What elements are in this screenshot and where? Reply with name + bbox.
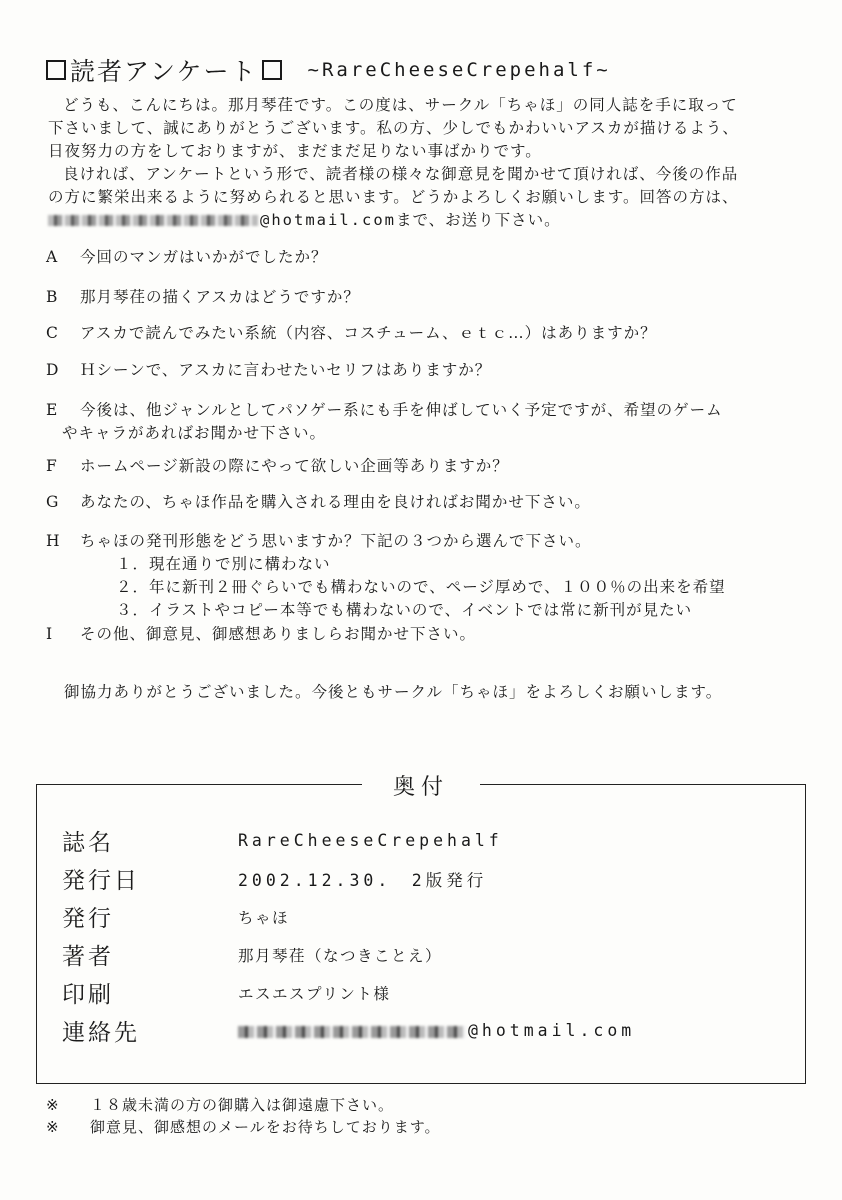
colophon-divider bbox=[36, 784, 362, 785]
survey-header bbox=[42, 52, 611, 88]
question-text-continued: やキャラがあればお聞かせ下さい。 bbox=[62, 424, 327, 442]
question-d bbox=[46, 359, 491, 382]
colophon-value bbox=[238, 1021, 635, 1040]
notes bbox=[46, 1094, 441, 1138]
option-1: １．現在通りで別に構わない bbox=[116, 555, 331, 573]
colophon-label: 誌名 bbox=[62, 830, 114, 856]
question-letter: G bbox=[46, 493, 60, 511]
colophon-value: RareCheeseCrepehalf bbox=[238, 831, 503, 850]
intro-line-suffix: まで、お送り下さい。 bbox=[395, 211, 561, 229]
email-domain: @hotmail.com bbox=[260, 211, 396, 229]
colophon-row-title bbox=[62, 824, 503, 857]
note-text: １８歳未満の方の御購入は御遠慮下さい。 bbox=[90, 1096, 395, 1114]
question-letter: E bbox=[46, 401, 59, 419]
intro-line: 日夜努力の方をしておりますが、まだまだ足りない事ばかりです。 bbox=[48, 142, 542, 160]
intro-line: 良ければ、アンケートという形で、読者様の様々な御意見を聞かせて頂ければ、今後の作品 bbox=[63, 165, 739, 183]
note-line bbox=[46, 1116, 441, 1138]
colophon-value: エスエスプリント様 bbox=[238, 984, 391, 1003]
intro-contact-line bbox=[48, 209, 808, 232]
redacted-email-user bbox=[48, 215, 258, 226]
reference-mark-icon: ※ bbox=[46, 1096, 60, 1114]
question-letter: D bbox=[46, 361, 60, 379]
intro-line: の方に繁栄出来るように努められると思います。どうかよろしくお願いします。回答の方は、 bbox=[48, 188, 739, 206]
colophon-value: ちゃほ bbox=[238, 908, 290, 927]
question-text: ちゃほの発刊形態をどう思いますか？下記の３つから選んで下さい。 bbox=[80, 532, 592, 550]
colophon-label: 著者 bbox=[62, 944, 114, 970]
question-text: あなたの、ちゃほ作品を購入される理由を良ければお聞かせ下さい。 bbox=[80, 493, 591, 511]
colophon-row-printer bbox=[62, 976, 390, 1009]
question-i bbox=[46, 623, 476, 646]
colophon-label: 印刷 bbox=[62, 982, 114, 1008]
colophon-value: 那月琴荏（なつきことえ） bbox=[238, 946, 443, 965]
thanks-message: 御協力ありがとうございました。今後ともサークル「ちゃほ」をよろしくお願いします。 bbox=[64, 683, 723, 701]
colophon-divider bbox=[480, 784, 806, 785]
redacted-email-user bbox=[238, 1026, 466, 1038]
note-text: 御意見、御感想のメールをお待ちしております。 bbox=[90, 1118, 441, 1136]
question-letter: B bbox=[46, 288, 59, 306]
colophon-label: 連絡先 bbox=[62, 1020, 140, 1046]
survey-subtitle: ~RareCheeseCrepehalf~ bbox=[307, 59, 611, 81]
question-letter: I bbox=[46, 625, 54, 643]
question-text: 今回のマンガはいかがでしたか？ bbox=[80, 248, 328, 266]
reference-mark-icon: ※ bbox=[46, 1118, 60, 1136]
colophon-row-contact bbox=[62, 1014, 635, 1047]
square-ornament-left bbox=[46, 60, 66, 80]
question-a bbox=[46, 246, 328, 269]
question-g bbox=[46, 491, 591, 514]
colophon-value: 2002.12.30. 2版発行 bbox=[238, 870, 488, 890]
option-2: ２．年に新刊２冊ぐらいでも構わないので、ページ厚めで、１００％の出来を希望 bbox=[116, 578, 726, 596]
intro-line: どうも、こんにちは。那月琴荏です。この度は、サークル「ちゃほ」の同人誌を手に取って bbox=[63, 96, 738, 114]
question-letter: H bbox=[46, 532, 61, 550]
question-text: ホームページ新設の際にやって欲しい企画等ありますか？ bbox=[80, 457, 509, 475]
question-text: 今後は、他ジャンルとしてパソゲー系にも手を伸ばしていく予定ですが、希望のゲーム bbox=[80, 401, 723, 419]
colophon-title: 奥付 bbox=[392, 775, 449, 800]
question-letter: C bbox=[46, 324, 59, 342]
note-line bbox=[46, 1094, 441, 1116]
question-f bbox=[46, 455, 509, 478]
question-c bbox=[46, 322, 657, 345]
square-ornament-right bbox=[262, 60, 282, 80]
colophon-row-author bbox=[62, 938, 442, 971]
colophon-label: 発行 bbox=[62, 906, 114, 932]
survey-title: 読者アンケート bbox=[70, 57, 258, 86]
intro-paragraph bbox=[48, 94, 808, 232]
colophon-row-date bbox=[62, 862, 487, 895]
email-domain: @hotmail.com bbox=[468, 1021, 636, 1040]
question-text: アスカで読んでみたい系統（内容、コスチューム、ｅｔｃ…）はありますか？ bbox=[80, 324, 657, 342]
question-h bbox=[46, 530, 726, 622]
question-e bbox=[46, 399, 723, 445]
question-text: 那月琴荏の描くアスカはどうですか？ bbox=[80, 288, 360, 306]
colophon-row-publisher bbox=[62, 900, 289, 933]
question-letter: A bbox=[46, 248, 59, 266]
question-b bbox=[46, 286, 360, 309]
question-text: Ｈシーンで、アスカに言わせたいセリフはありますか？ bbox=[80, 361, 492, 379]
question-text: その他、御意見、御感想ありましらお聞かせ下さい。 bbox=[80, 625, 477, 643]
option-3: ３．イラストやコピー本等でも構わないので、イベントでは常に新刊が見たい bbox=[116, 601, 693, 619]
intro-line: 下さいまして、誠にありがとうございます。私の方、少しでもかわいいアスカが描けるよう、 bbox=[48, 119, 739, 137]
colophon-label: 発行日 bbox=[62, 868, 140, 894]
question-letter: F bbox=[46, 457, 58, 475]
